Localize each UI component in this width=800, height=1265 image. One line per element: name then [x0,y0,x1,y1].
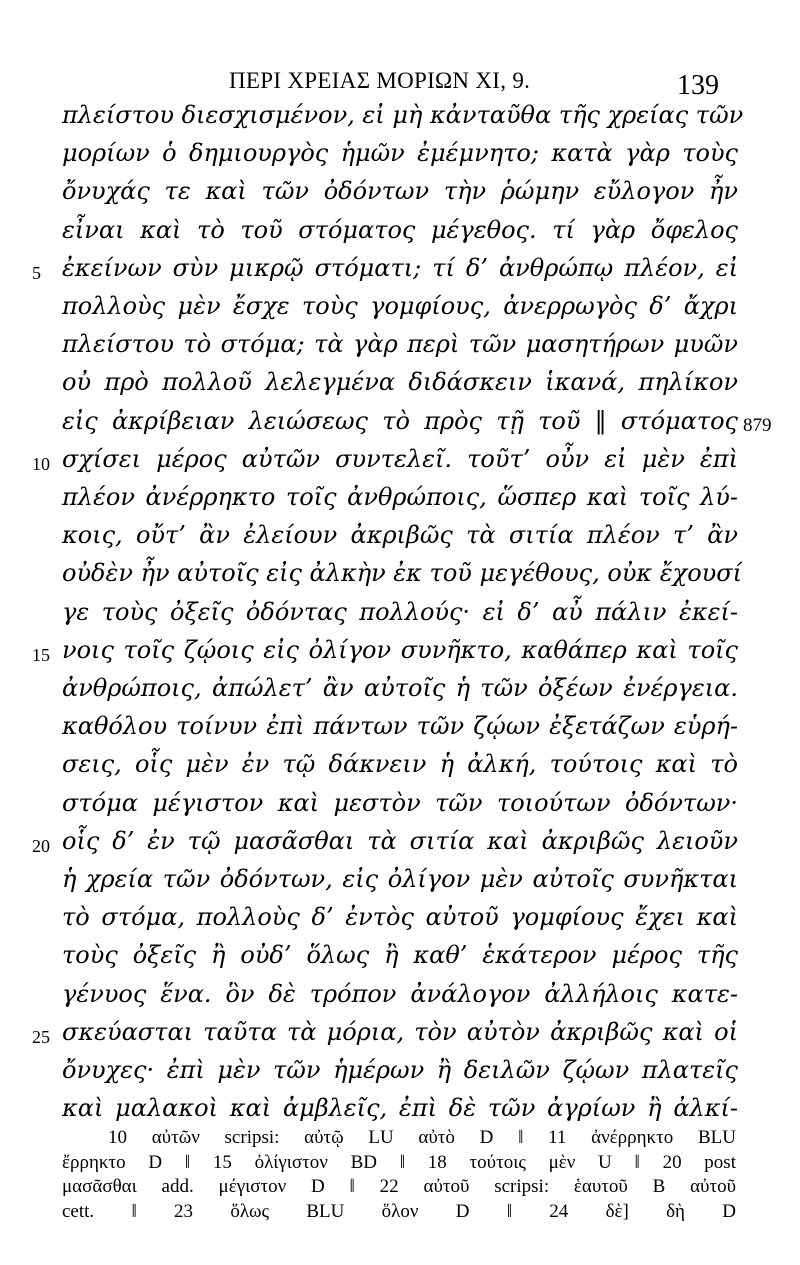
line-number: 15 [32,645,50,665]
text-line: ὄνυχες· ἐπὶ μὲν τῶν ἡμέρων ἢ δειλῶν ζῴων πλατεῖς [62,1056,738,1084]
text-line: κοις, οὔτ’ ἂν ἐλείουν ἀκριβῶς τὰ σιτία πλέον τ’ ἂν [62,521,738,549]
text-line: πλείστου διεσχισμένον, εἰ μὴ κἀνταῦθα τῆς χρείας τῶν [62,101,744,129]
apparatus-line: ἔρρηκτο D ‖ 15 ὀλίγιστον BD ‖ 18 τούτοις μὲν U ‖ 20 post [62,1152,736,1173]
text-line: ἡ χρεία τῶν ὀδόντων, εἰς ὀλίγον μὲν αὐτοῖς συνῆκται [62,865,738,893]
line-number: 25 [32,1027,50,1047]
text-line: γένυος ἕνα. ὃν δὲ τρόπον ἀνάλογον ἀλλήλοις κατε- [62,980,738,1008]
text-line: πλείστου τὸ στόμα; τὰ γὰρ περὶ τῶν μασητήρων μυῶν [62,330,738,358]
text-line: οἷς δ’ ἐν τῷ μασᾶσθαι τὰ σιτία καὶ ἀκριβῶς λειοῦν [62,827,738,855]
apparatus-line: 10 αὐτῶν scripsi: αὐτῷ LU αὐτὸ D ‖ 11 ἀνέρρηκτο BLU [108,1127,736,1148]
line-number: 5 [32,263,41,283]
text-line: οὐ πρὸ πολλοῦ λελεγμένα διδάσκειν ἱκανά, πηλίκον [62,368,738,396]
text-line: ὄνυχάς τε καὶ τῶν ὀδόντων τὴν ῥώμην εὔλογον ἦν [62,177,738,205]
text-line: στόμα μέγιστον καὶ μεστὸν τῶν τοιούτων ὀδόντων· [62,789,738,817]
line-number: 20 [32,836,50,856]
page-number: 139 [677,70,719,101]
text-line: οὐδὲν ἦν αὐτοῖς εἰς ἀλκὴν ἐκ τοῦ μεγέθους, οὐκ ἔχουσί [62,559,743,587]
text-line: σεις, οἷς μὲν ἐν τῷ δάκνειν ἡ ἀλκή, τούτοις καὶ τὸ [62,750,738,778]
text-line: γε τοὺς ὀξεῖς ὀδόντας πολλούς· εἰ δ’ αὖ πάλιν ἐκεί- [62,598,738,626]
text-line: καθόλου τοίνυν ἐπὶ πάντων τῶν ζῴων ἐξετάζων εὑρή- [62,712,738,740]
text-line: καὶ μαλακοὶ καὶ ἀμβλεῖς, ἐπὶ δὲ τῶν ἀγρίων ἢ ἀλκί- [62,1094,738,1122]
running-header-title: ΠΕΡΙ ΧΡΕΙΑΣ ΜΟΡΙΩΝ XI, 9. [229,68,531,93]
apparatus-line: μασᾶσθαι add. μέγιστον D ‖ 22 αὐτοῦ scripsi: ἑαυτοῦ B αὐτοῦ [62,1176,736,1197]
text-line: τὸ στόμα, πολλοὺς δ’ ἐντὸς αὐτοῦ γομφίους ἔχει καὶ [62,903,738,931]
text-line: πολλοὺς μὲν ἔσχε τοὺς γομφίους, ἀνερρωγὸς δ’ ἄχρι [62,292,738,320]
text-line: μορίων ὁ δημιουργὸς ἡμῶν ἐμέμνητο; κατὰ γὰρ τοὺς [62,139,738,167]
text-line: πλέον ἀνέρρηκτο τοῖς ἀνθρώποις, ὥσπερ καὶ τοῖς λύ- [62,483,738,511]
text-line: νοις τοῖς ζῴοις εἰς ὀλίγον συνῆκτο, καθάπερ καὶ τοῖς [62,636,738,664]
text-line: τοὺς ὀξεῖς ἢ οὐδ’ ὅλως ἢ καθ’ ἑκάτερον μέρος τῆς [62,941,738,969]
text-line: ἀνθρώποις, ἀπώλετ’ ἂν αὐτοῖς ἡ τῶν ὀξέων ἐνέργεια. [62,674,738,702]
text-line: σχίσει μέρος αὐτῶν συντελεῖ. τοῦτ’ οὖν εἰ μὲν ἐπὶ [62,445,738,473]
text-line: σκεύασται ταῦτα τὰ μόρια, τὸν αὐτὸν ἀκριβῶς καὶ οἱ [62,1018,738,1046]
text-line: εἶναι καὶ τὸ τοῦ στόματος μέγεθος. τί γὰρ ὄφελος [62,216,738,244]
line-number: 10 [32,454,50,474]
text-line: ἐκείνων σὺν μικρῷ στόματι; τί δ’ ἀνθρώπῳ πλέον, εἰ [62,254,738,282]
text-line: εἰς ἀκρίβειαν λειώσεως τὸ πρὸς τῇ τοῦ ‖ στόματος [62,407,738,435]
apparatus-line: cett. ‖ 23 ὅλως BLU ὅλον D ‖ 24 δὲ] δὴ D [62,1201,736,1222]
margin-page-reference: 879 [743,415,772,436]
